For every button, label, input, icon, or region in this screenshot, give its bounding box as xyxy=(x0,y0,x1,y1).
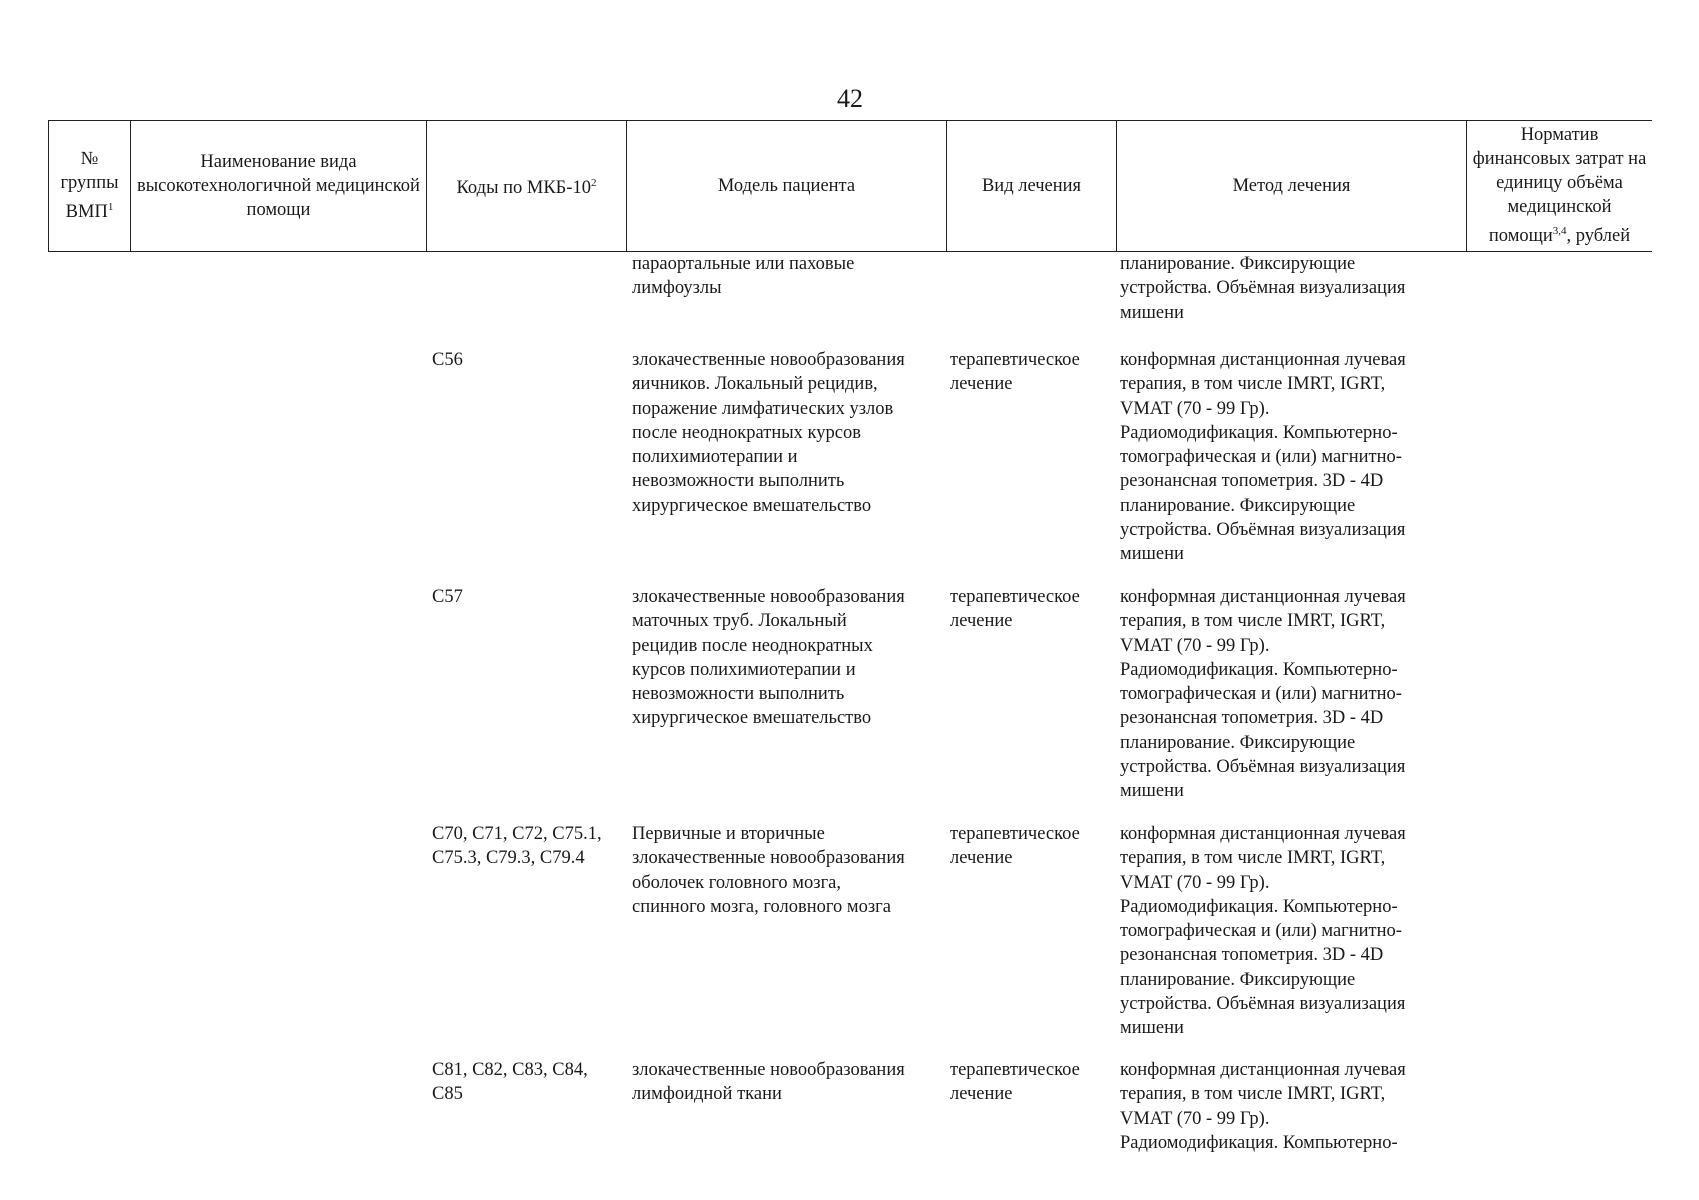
cell-line: лечение xyxy=(950,611,1013,632)
cell-line: VMAT (70 - 99 Гр). xyxy=(1120,635,1270,656)
treatment-method-cell xyxy=(1120,822,1406,1041)
icd-codes-cell xyxy=(432,1058,588,1107)
cell-line: терапевтическое xyxy=(950,824,1080,844)
header-icd-codes: Коды по МКБ-$10^2$ xyxy=(427,121,627,251)
cell-line: хирургическое вмешательство xyxy=(632,708,872,729)
cell-line: Первичные и вторичные xyxy=(632,824,825,844)
cell-line: планирование. Фиксирующие xyxy=(1120,969,1356,990)
cell-line: устройства. Объёмная визуализация xyxy=(1120,757,1406,778)
cell-line: лечение xyxy=(950,374,1013,395)
page-number: 42 xyxy=(837,84,863,113)
cell-line: С85 xyxy=(432,1084,463,1105)
cell-line: планирование. Фиксирующие xyxy=(1120,495,1356,516)
cell-line: резонансная топометрия. 3D - 4D xyxy=(1120,945,1384,966)
cell-line: VMAT (70 - 99 Гр). xyxy=(1120,1108,1270,1129)
patient-model-cell xyxy=(632,1058,905,1107)
icd-codes-cell xyxy=(432,348,463,372)
header-patient-model: Модель пациента xyxy=(627,121,947,251)
cell-line: устройства. Объёмная визуализация xyxy=(1120,994,1406,1015)
header-treatment-method: Метод лечения xyxy=(1117,121,1467,251)
cell-line: Радиомодификация. Компьютерно- xyxy=(1120,659,1398,680)
cell-line: терапия, в том числе IMRT, IGRT, xyxy=(1120,848,1386,869)
cell-line: яичников. Локальный рецидив, xyxy=(632,374,878,395)
cell-line: мишени xyxy=(1120,781,1184,802)
cell-line: поражение лимфатических узлов xyxy=(632,398,894,419)
icd-codes-cell xyxy=(432,822,602,871)
patient-model-cell xyxy=(632,822,905,919)
patient-model-cell xyxy=(632,252,854,301)
cell-line: конформная дистанционная лучевая xyxy=(1120,824,1406,844)
cell-line: томографическая и (или) магнитно- xyxy=(1120,684,1402,705)
cell-line: конформная дистанционная лучевая xyxy=(1120,587,1406,607)
cell-line: терапевтическое xyxy=(950,1060,1080,1080)
treatment-type-cell xyxy=(950,585,1080,634)
cell-line: терапия, в том числе IMRT, IGRT, xyxy=(1120,611,1386,632)
treatment-type-cell xyxy=(950,1058,1080,1107)
cell-line: Радиомодификация. Компьютерно- xyxy=(1120,896,1398,917)
cell-line: резонансная топометрия. 3D - 4D xyxy=(1120,708,1384,729)
treatment-method-cell xyxy=(1120,252,1405,325)
cell-line: конформная дистанционная лучевая xyxy=(1120,350,1406,370)
cell-line: устройства. Объёмная визуализация xyxy=(1120,520,1406,541)
cell-line: злокачественные новообразования xyxy=(632,350,905,370)
cell-line: мишени xyxy=(1120,544,1184,565)
cell-line: злокачественные новообразования xyxy=(632,848,905,869)
cell-line: злокачественные новообразования xyxy=(632,1060,905,1080)
cell-line: курсов полихимиотерапии и xyxy=(632,659,856,680)
header-financial-norm: Норматив финансовых затрат на единицу объёма медицинской помощи$^{3,4}$, рублей xyxy=(1472,125,1647,247)
treatment-method-cell xyxy=(1120,585,1406,804)
cell-line: томографическая и (или) магнитно- xyxy=(1120,447,1402,468)
patient-model-cell xyxy=(632,348,905,518)
cell-line: параортальные или паховые xyxy=(632,254,855,274)
cell-line: терапия, в том числе IMRT, IGRT, xyxy=(1120,1084,1386,1105)
cell-line: терапия, в том числе IMRT, IGRT, xyxy=(1120,374,1386,395)
cell-line: Радиомодификация. Компьютерно- xyxy=(1120,422,1398,443)
cell-line: невозможности выполнить xyxy=(632,684,845,705)
cell-line: оболочек головного мозга, xyxy=(632,872,841,893)
patient-model-cell xyxy=(632,585,905,731)
cell-line: рецидив после неоднократных xyxy=(632,635,873,656)
treatment-method-cell xyxy=(1120,1058,1406,1155)
cell-line: хирургическое вмешательство xyxy=(632,495,872,516)
cell-line: мишени xyxy=(1120,1018,1184,1039)
cell-line: устройства. Объёмная визуализация xyxy=(1120,278,1406,299)
cell-line: маточных труб. Локальный xyxy=(632,611,847,632)
cell-line: томографическая и (или) магнитно- xyxy=(1120,921,1402,942)
header-group-number: № группы ВМП$^1$ xyxy=(48,121,131,251)
icd-codes-cell xyxy=(432,585,463,609)
cell-line: лимфоидной ткани xyxy=(632,1084,782,1105)
header-care-type: Наименование вида высокотехнологичной медицинской помощи xyxy=(131,121,427,251)
cell-line: резонансная топометрия. 3D - 4D xyxy=(1120,471,1384,492)
cell-line: С81, С82, С83, С84, xyxy=(432,1060,588,1080)
cell-line: спинного мозга, головного мозга xyxy=(632,896,891,917)
cell-line: после неоднократных курсов xyxy=(632,422,861,443)
cell-line: Радиомодификация. Компьютерно- xyxy=(1120,1132,1398,1153)
cell-line: терапевтическое xyxy=(950,350,1080,370)
treatment-type-cell xyxy=(950,348,1080,397)
cell-line: С70, С71, С72, С75.1, xyxy=(432,824,602,844)
cell-line: VMAT (70 - 99 Гр). xyxy=(1120,398,1270,419)
cell-line: терапевтическое xyxy=(950,587,1080,607)
cell-line: невозможности выполнить xyxy=(632,471,845,492)
cell-line: конформная дистанционная лучевая xyxy=(1120,1060,1406,1080)
cell-line: мишени xyxy=(1120,302,1184,323)
cell-line: лимфоузлы xyxy=(632,278,722,299)
treatment-type-cell xyxy=(950,822,1080,871)
header-treatment-type: Вид лечения xyxy=(947,121,1117,251)
table-header xyxy=(48,120,1652,252)
treatment-method-cell xyxy=(1120,348,1406,567)
cell-line: лечение xyxy=(950,1084,1013,1105)
cell-line: планирование. Фиксирующие xyxy=(1120,254,1356,274)
cell-line: лечение xyxy=(950,848,1013,869)
cell-line: С75.3, С79.3, С79.4 xyxy=(432,848,585,869)
cell-line: полихимиотерапии и xyxy=(632,447,798,468)
cell-line: С57 xyxy=(432,587,463,607)
cell-line: С56 xyxy=(432,350,463,370)
cell-line: злокачественные новообразования xyxy=(632,587,905,607)
cell-line: планирование. Фиксирующие xyxy=(1120,732,1356,753)
cell-line: VMAT (70 - 99 Гр). xyxy=(1120,872,1270,893)
